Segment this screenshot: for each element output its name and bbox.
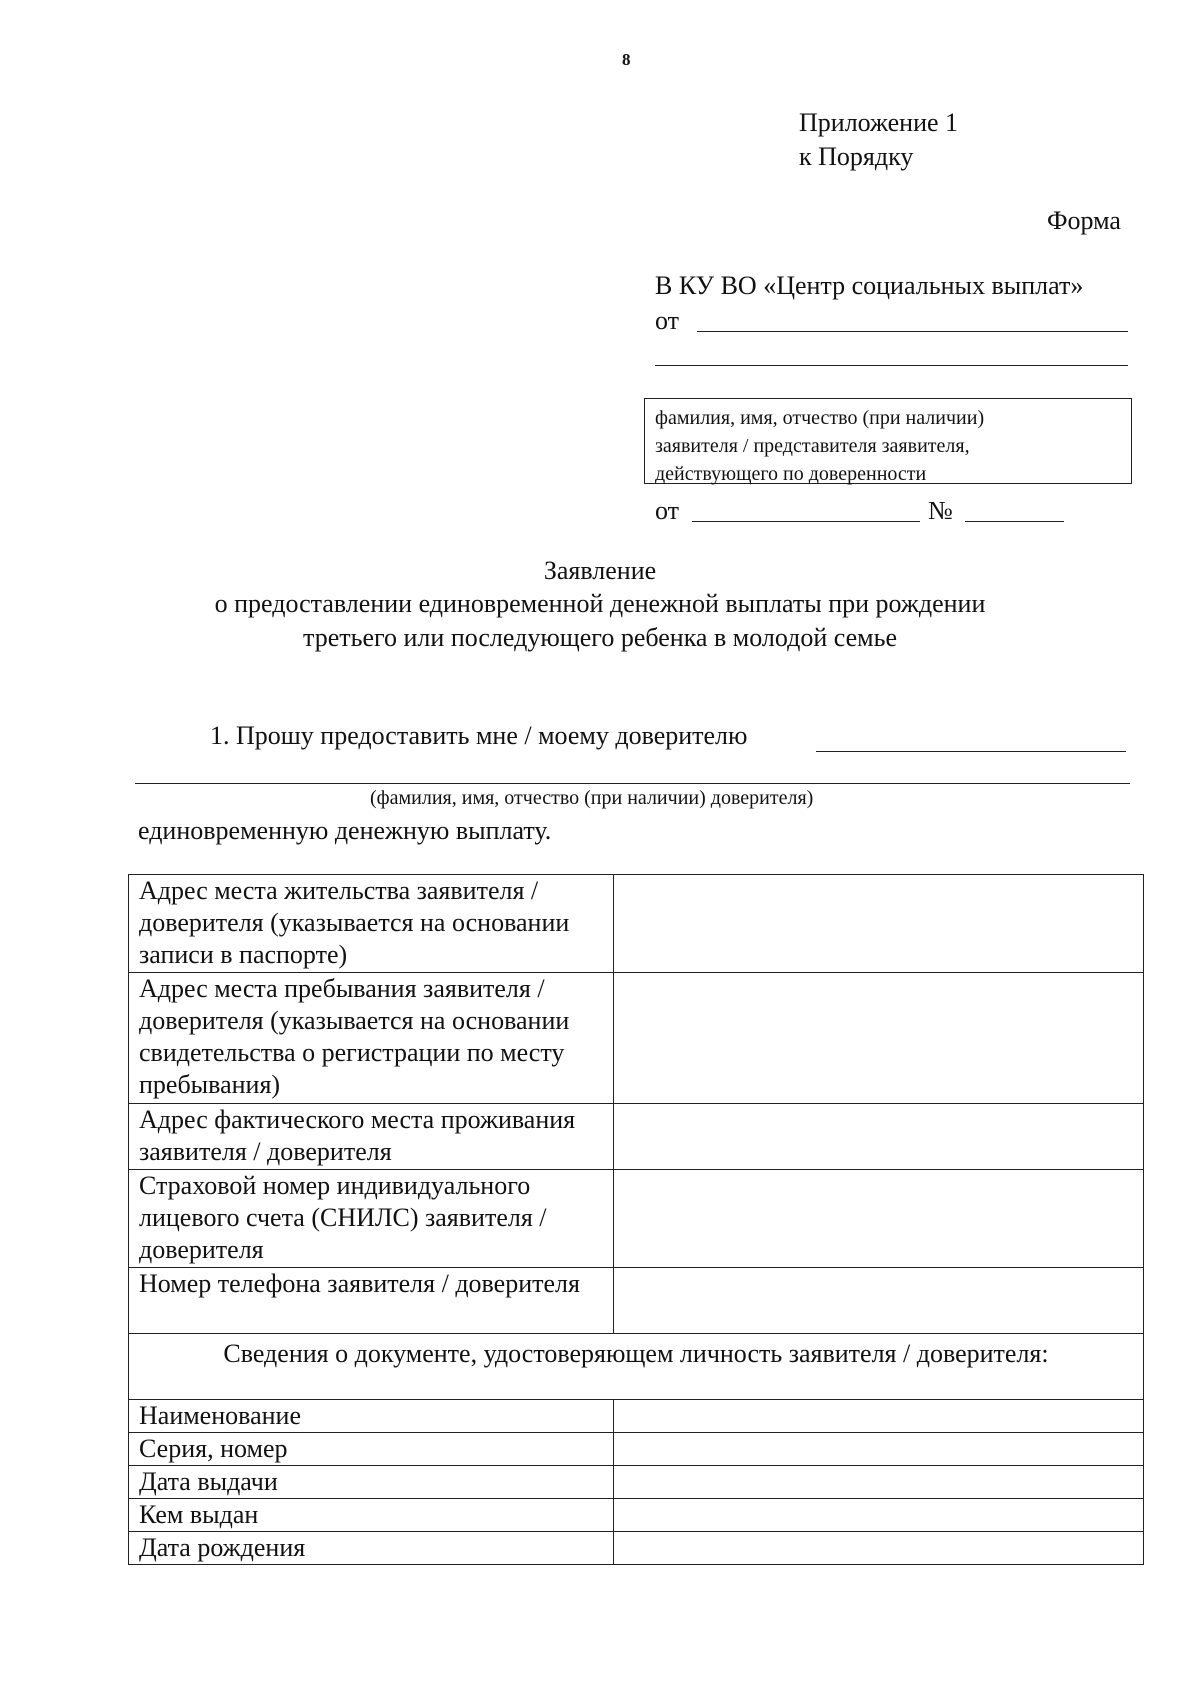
row-label-snils: Страховой номер индивидуального лицевого счета (СНИЛС) заявителя / доверителя [129, 1170, 614, 1268]
row-value-issue-date[interactable] [614, 1466, 1144, 1499]
appendix-line-1: Приложение 1 [799, 108, 959, 137]
row-label-document-name: Наименование [129, 1400, 614, 1433]
date-label: от [655, 496, 680, 525]
row-value-phone[interactable] [614, 1268, 1144, 1334]
caption-line-2: заявителя / представителя заявителя, [655, 435, 970, 457]
applicant-caption-box [644, 398, 1132, 484]
document-title: Заявление [543, 556, 657, 585]
appendix-line-2: к Порядку [799, 142, 914, 171]
document-subtitle-line-1: о предоставлении единовременной денежной выплаты при рождении [214, 589, 986, 618]
row-value-residence-address[interactable] [614, 875, 1144, 973]
table-row [129, 1334, 1144, 1400]
row-value-issued-by[interactable] [614, 1499, 1144, 1532]
table-row [129, 1170, 1144, 1268]
applicant-info-table [128, 874, 1144, 1565]
row-value-birth-date[interactable] [614, 1532, 1144, 1565]
row-label-phone: Номер телефона заявителя / доверителя [129, 1268, 614, 1334]
number-field[interactable] [965, 521, 1064, 522]
table-row [129, 1268, 1144, 1334]
table-row [129, 1400, 1144, 1433]
recipient-text: В КУ ВО «Центр социальных выплат» [655, 271, 1084, 300]
date-field[interactable] [692, 521, 920, 522]
page-number: 8 [622, 50, 631, 69]
principal-name-field-1[interactable] [816, 751, 1126, 752]
document-subtitle-line-2: третьего или последующего ребенка в молодой семье [303, 623, 897, 652]
row-label-issue-date: Дата выдачи [129, 1466, 614, 1499]
table-row [129, 1466, 1144, 1499]
table-row [129, 1433, 1144, 1466]
table-row [129, 973, 1144, 1104]
row-value-actual-address[interactable] [614, 1104, 1144, 1170]
from-label: от [655, 306, 680, 335]
caption-line-1: фамилия, имя, отчество (при наличии) [655, 407, 985, 429]
appendix-note [799, 106, 958, 174]
number-label: № [928, 496, 953, 525]
row-value-document-name[interactable] [614, 1400, 1144, 1433]
row-label-residence-address: Адрес места жительства заявителя / доверителя (указывается на основании записи в паспорте) [129, 875, 614, 973]
table-row [129, 1104, 1144, 1170]
table-row [129, 875, 1144, 973]
request-text: 1. Прошу предоставить мне / моему доверителю [210, 721, 748, 750]
row-label-actual-address: Адрес фактического места проживания заявителя / доверителя [129, 1104, 614, 1170]
row-label-series-number: Серия, номер [129, 1433, 614, 1466]
row-value-snils[interactable] [614, 1170, 1144, 1268]
principal-caption: (фамилия, имя, отчество (при наличии) доверителя) [370, 787, 814, 809]
identity-document-section-header: Сведения о документе, удостоверяющем личность заявителя / доверителя: [129, 1334, 1144, 1400]
row-value-stay-address[interactable] [614, 973, 1144, 1104]
row-label-birth-date: Дата рождения [129, 1532, 614, 1565]
applicant-name-field-1[interactable] [697, 331, 1128, 332]
table-row [129, 1499, 1144, 1532]
row-label-issued-by: Кем выдан [129, 1499, 614, 1532]
row-label-stay-address: Адрес места пребывания заявителя / доверителя (указывается на основании свидетельства о регистрации по месту пребывания) [129, 973, 614, 1104]
principal-name-field-2[interactable] [135, 783, 1130, 784]
caption-line-3: действующего по доверенности [655, 463, 927, 485]
applicant-name-field-2[interactable] [655, 365, 1128, 366]
request-ending: единовременную денежную выплату. [138, 816, 552, 845]
table-row [129, 1532, 1144, 1565]
row-value-series-number[interactable] [614, 1433, 1144, 1466]
form-label: Форма [1047, 206, 1121, 235]
